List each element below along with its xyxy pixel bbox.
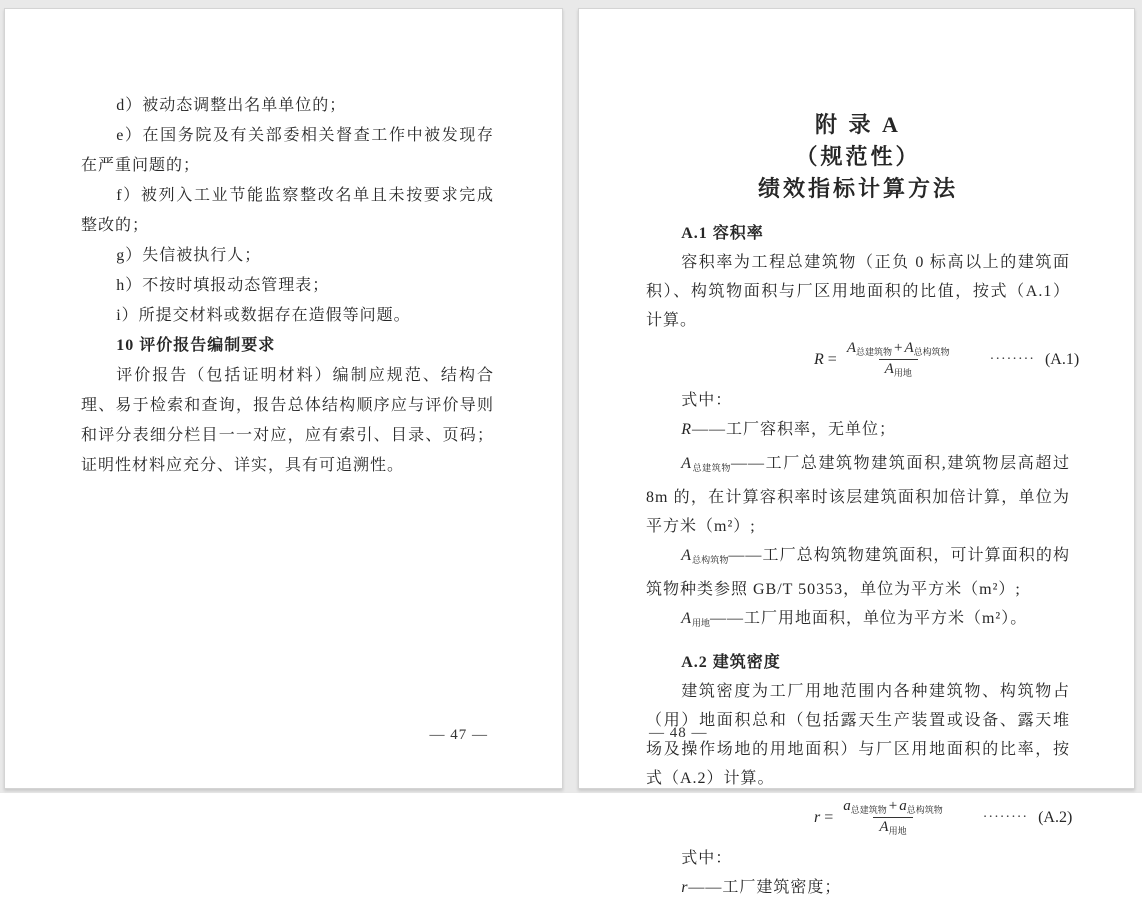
- formula-a1-fraction: $\frac{A_{总建筑物} + A_{总构筑物}}{A_{用地}}$: [846, 340, 950, 378]
- page-number-48: — 48 —: [649, 725, 708, 741]
- definition-a-total-buildings: $A_{总建筑物}——$工厂总建筑物建筑面积,建筑物层高超过 8m 的，在计算容积率时该层建筑面积加倍计算，单位为平方米（m²）;: [646, 455, 1070, 535]
- formula-a2-fraction: $\frac{a_{总建筑物} + a_{总构筑物}}{A_{用地}}$: [843, 798, 943, 836]
- list-item-f: f）被列入工业节能监察整改名单且未按要求完成整改的；: [81, 187, 494, 234]
- section-a2-heading: A.2 建筑密度: [681, 654, 781, 671]
- document-page-left: [4, 8, 563, 789]
- definition-a-land: $A_{用地}——$工厂用地面积，单位为平方米（m²）。: [681, 610, 1028, 628]
- section-a1-where-label: 式中：: [681, 392, 733, 409]
- formula-a1-lhs: R =: [814, 350, 837, 368]
- appendix-subtitle: （规范性）: [795, 144, 921, 169]
- definition-a-total-structures: $A_{总构筑物}——$工厂总构筑物建筑面积，可计算面积的构筑物种类参照 GB/T 50353，单位为平方米（m²）;: [646, 547, 1070, 598]
- list-item-i: i）所提交材料或数据存在造假等问题。: [116, 307, 411, 324]
- left-page-content: [5, 9, 562, 481]
- list-item-h: h）不按时填报动态管理表；: [116, 277, 330, 294]
- document-page-right: [578, 8, 1135, 896]
- page-number-47: — 47 —: [429, 727, 488, 743]
- right-page-content: [579, 9, 1134, 907]
- formula-a2: [814, 798, 1073, 837]
- clause-10-heading: 10 评价报告编制要求: [116, 337, 276, 354]
- list-item-d: d）被动态调整出名单单位的；: [116, 97, 347, 114]
- appendix-name: 绩效指标计算方法: [757, 176, 958, 201]
- definition-r: R——工厂容积率，无单位；: [681, 421, 896, 438]
- formula-a2-label: (A.2): [1038, 808, 1073, 826]
- section-a2-where-label: 式中：: [681, 850, 733, 867]
- formula-a1: [814, 340, 1080, 379]
- section-a1-heading: A.1 容积率: [681, 225, 764, 242]
- formula-a2-dots: ········: [982, 809, 1029, 825]
- appendix-title-block: [646, 109, 1070, 205]
- section-a1-intro: 容积率为工程总建筑物（正负 0 标高以上的建筑面积）、构筑物面积与厂区用地面积的比值，按式（A.1）计算。: [646, 254, 1070, 329]
- clause-10-paragraph: 评价报告（包括证明材料）编制应规范、结构合理、易于检索和查询，报告总体结构顺序应与评价导则和评分表细分栏目一一对应，应有索引、目录、页码；证明性材料应充分、详实，具有可追溯性。: [81, 367, 494, 474]
- formula-a1-dots: ········: [989, 351, 1035, 367]
- definition-density-r: r——工厂建筑密度；: [681, 879, 842, 896]
- formula-a1-label: (A.1): [1044, 350, 1080, 368]
- formula-a2-lhs: r =: [814, 808, 834, 826]
- section-a2-intro: 建筑密度为工厂用地范围内各种建筑物、构筑物占（用）地面积总和（包括露天生产装置或设备、露天堆场及操作场地的用地面积）与厂区用地面积的比率，按式（A.2）计算。: [646, 683, 1070, 787]
- appendix-title: 附 录 A: [815, 112, 901, 137]
- list-item-e: e）在国务院及有关部委相关督查工作中被发现存在严重问题的；: [81, 127, 494, 174]
- list-item-g: g）失信被执行人；: [116, 247, 262, 264]
